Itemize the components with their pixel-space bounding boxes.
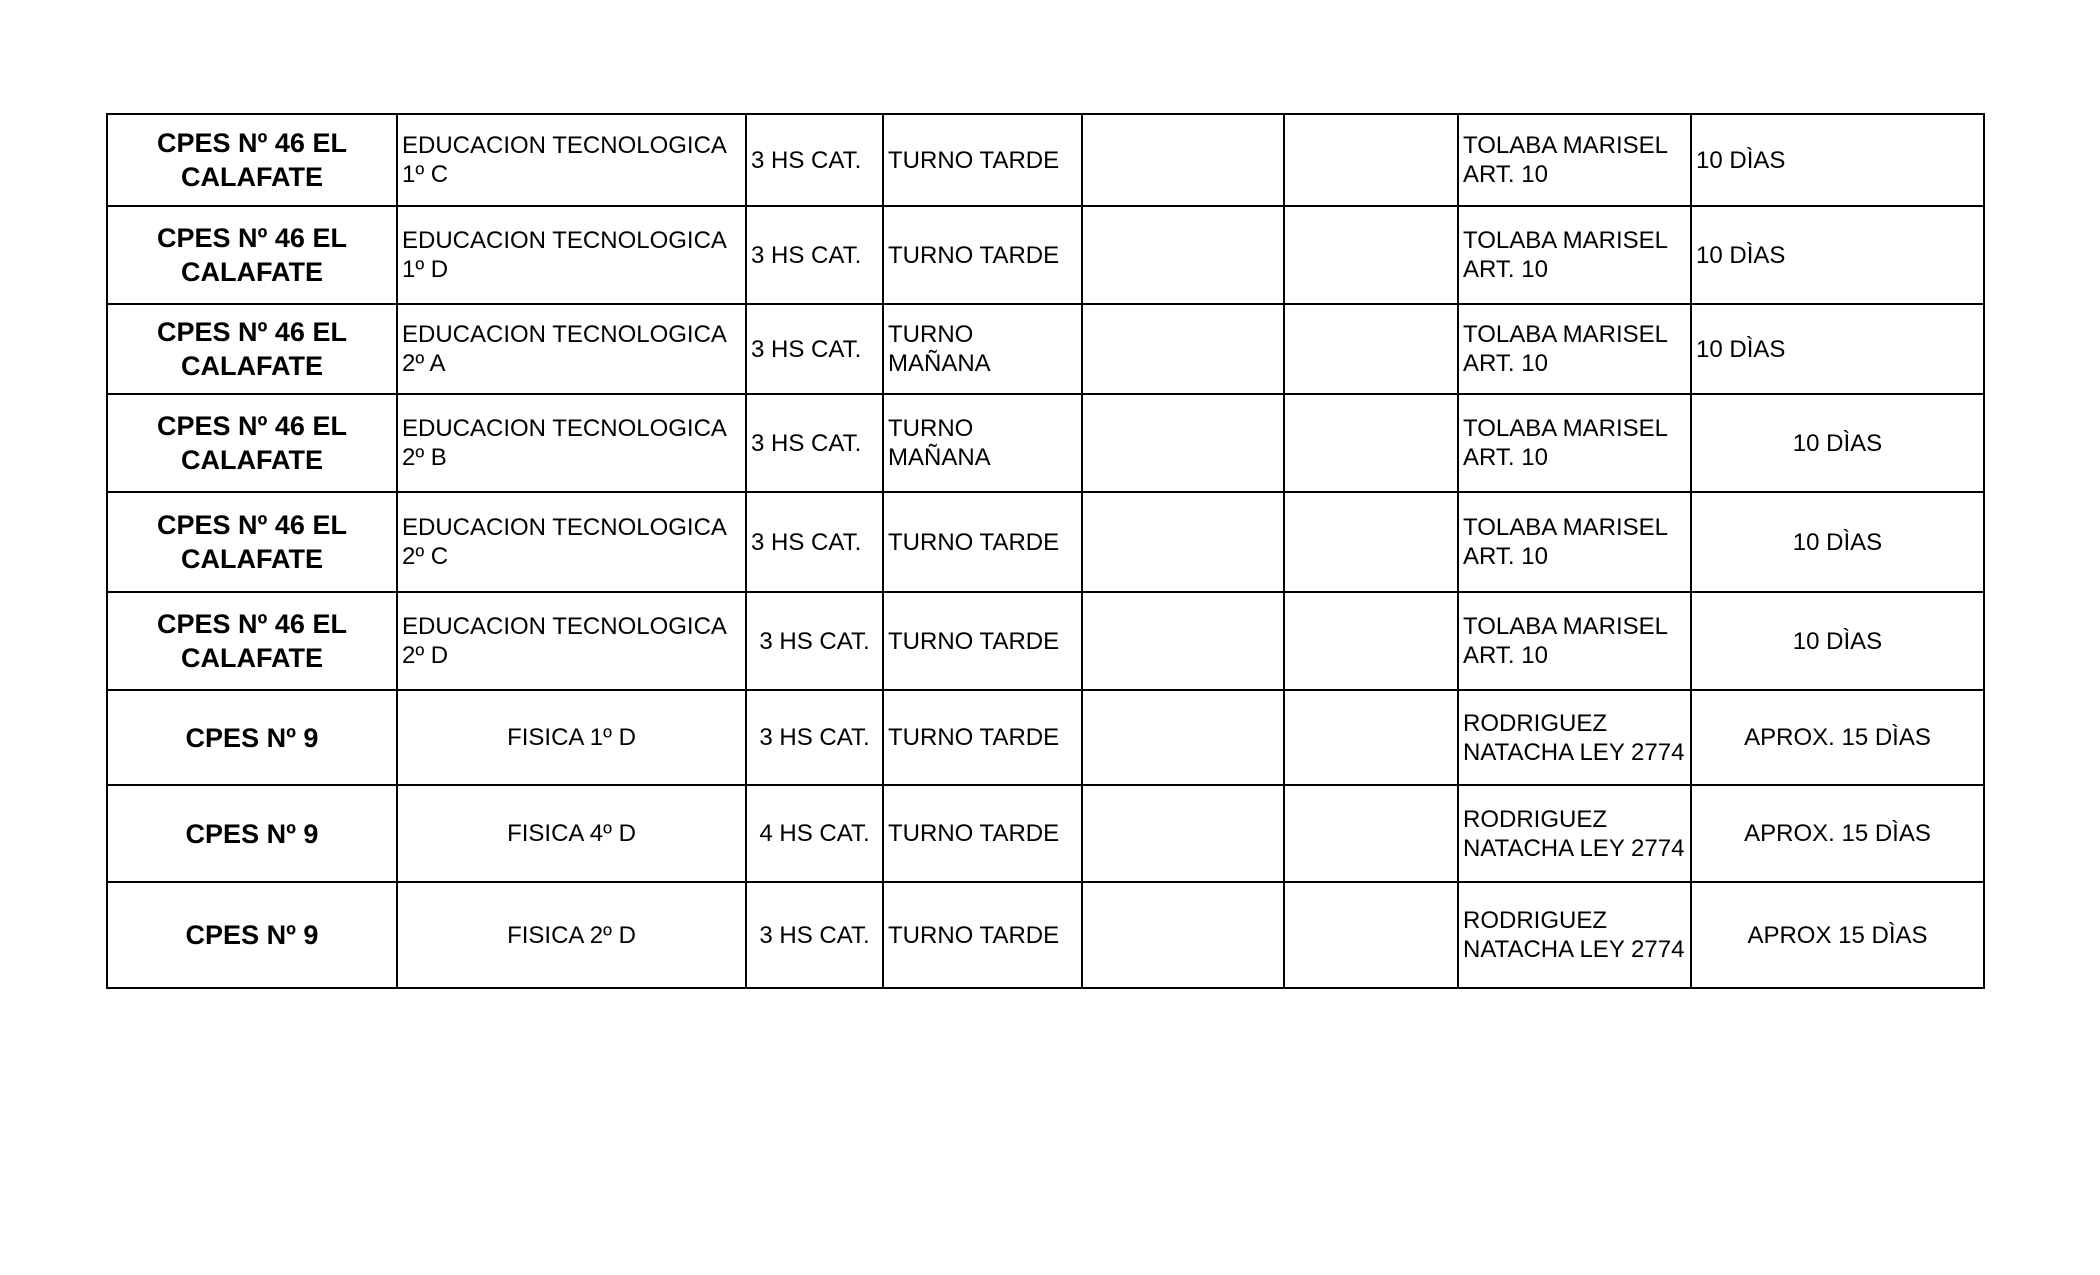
table-row [107, 492, 1984, 592]
duration-cell: APROX. 15 DÌAS [1691, 785, 1984, 882]
empty-cell [1284, 492, 1458, 592]
duration-cell: 10 DÌAS [1691, 304, 1984, 394]
school-cell-line: CALAFATE [181, 257, 323, 287]
empty-cell [1082, 785, 1284, 882]
school-cell [107, 592, 397, 690]
assignments-table [106, 113, 1985, 989]
teacher-cell [1458, 304, 1691, 394]
school-cell [107, 690, 397, 785]
teacher-cell-line: ART. 10 [1463, 543, 1548, 570]
teacher-cell [1458, 114, 1691, 206]
empty-cell [1082, 394, 1284, 492]
hours-cell: 3 HS CAT. [746, 304, 883, 394]
teacher-cell-line: RODRIGUEZ [1463, 709, 1607, 737]
teacher-cell-line: ART. 10 [1463, 256, 1548, 283]
duration-cell: 10 DÌAS [1691, 394, 1984, 492]
shift-cell: TURNO TARDE [883, 882, 1082, 988]
shift-cell: TURNO TARDE [883, 114, 1082, 206]
table-row [107, 206, 1984, 304]
teacher-cell-line: RODRIGUEZ [1463, 907, 1607, 934]
empty-cell [1284, 304, 1458, 394]
teacher-cell-line: TOLABA MARISEL [1463, 227, 1668, 254]
subject-cell [397, 492, 746, 592]
subject-cell-line: 1º D [402, 256, 449, 283]
duration-cell: 10 DÌAS [1691, 492, 1984, 592]
school-cell-line: CPES Nº 46 EL [157, 609, 347, 639]
subject-cell [397, 882, 746, 988]
hours-cell: 3 HS CAT. [746, 206, 883, 304]
duration-cell: 10 DÌAS [1691, 206, 1984, 304]
teacher-cell-line: NATACHA LEY 2774 [1463, 936, 1685, 963]
subject-cell [397, 206, 746, 304]
table-row [107, 882, 1984, 988]
empty-cell [1284, 785, 1458, 882]
hours-cell: 3 HS CAT. [746, 492, 883, 592]
empty-cell [1082, 882, 1284, 988]
table-row [107, 304, 1984, 394]
duration-cell: 10 DÌAS [1691, 592, 1984, 690]
school-cell-line: CALAFATE [181, 445, 323, 475]
school-cell-line: CALAFATE [181, 643, 323, 673]
empty-cell [1082, 206, 1284, 304]
document-sheet [106, 113, 1983, 989]
school-cell-line: CPES Nº 9 [185, 818, 319, 849]
school-cell-line: CPES Nº 9 [185, 920, 319, 950]
duration-cell: 10 DÌAS [1691, 114, 1984, 206]
teacher-cell-line: ART. 10 [1463, 350, 1548, 377]
subject-cell-line: FISICA 4º D [507, 820, 636, 847]
school-cell-line: CALAFATE [181, 351, 323, 381]
hours-cell: 3 HS CAT. [746, 114, 883, 206]
duration-cell: APROX. 15 DÌAS [1691, 690, 1984, 785]
school-cell-line: CALAFATE [181, 162, 323, 192]
school-cell-line: CPES Nº 46 EL [157, 128, 347, 158]
table-row [107, 690, 1984, 785]
shift-cell: TURNO MAÑANA [883, 394, 1082, 492]
subject-cell-line: EDUCACION TECNOLOGICA [402, 321, 727, 348]
hours-cell: 3 HS CAT. [746, 690, 883, 785]
empty-cell [1082, 592, 1284, 690]
teacher-cell-line: TOLABA MARISEL [1463, 613, 1668, 640]
hours-cell: 4 HS CAT. [746, 785, 883, 882]
teacher-cell [1458, 394, 1691, 492]
table-row [107, 592, 1984, 690]
teacher-cell-line: NATACHA LEY 2774 [1463, 738, 1685, 766]
shift-cell: TURNO TARDE [883, 492, 1082, 592]
school-cell [107, 785, 397, 882]
subject-cell [397, 114, 746, 206]
school-cell-line: CALAFATE [181, 544, 323, 574]
school-cell [107, 882, 397, 988]
hours-cell: 3 HS CAT. [746, 394, 883, 492]
teacher-cell [1458, 690, 1691, 785]
empty-cell [1082, 304, 1284, 394]
teacher-cell [1458, 492, 1691, 592]
subject-cell-line: EDUCACION TECNOLOGICA [402, 613, 727, 640]
empty-cell [1284, 690, 1458, 785]
table-body [107, 114, 1984, 988]
school-cell-line: CPES Nº 46 EL [157, 510, 347, 540]
teacher-cell-line: ART. 10 [1463, 642, 1548, 669]
table-row [107, 785, 1984, 882]
subject-cell-line: EDUCACION TECNOLOGICA [402, 227, 727, 254]
subject-cell [397, 592, 746, 690]
subject-cell-line: 2º B [402, 444, 447, 471]
shift-cell: TURNO TARDE [883, 690, 1082, 785]
empty-cell [1284, 592, 1458, 690]
subject-cell [397, 394, 746, 492]
subject-cell-line: FISICA 2º D [507, 921, 636, 949]
teacher-cell [1458, 882, 1691, 988]
school-cell-line: CPES Nº 46 EL [157, 317, 347, 347]
teacher-cell-line: TOLABA MARISEL [1463, 321, 1668, 348]
empty-cell [1082, 690, 1284, 785]
subject-cell-line: EDUCACION TECNOLOGICA [402, 415, 727, 442]
empty-cell [1284, 206, 1458, 304]
empty-cell [1082, 492, 1284, 592]
subject-cell-line: 2º C [402, 543, 449, 570]
teacher-cell-line: ART. 10 [1463, 444, 1548, 471]
shift-cell: TURNO MAÑANA [883, 304, 1082, 394]
subject-cell [397, 690, 746, 785]
subject-cell [397, 304, 746, 394]
teacher-cell [1458, 785, 1691, 882]
teacher-cell-line: TOLABA MARISEL [1463, 514, 1668, 541]
hours-cell: 3 HS CAT. [746, 882, 883, 988]
school-cell-line: CPES Nº 46 EL [157, 223, 347, 253]
teacher-cell-line: TOLABA MARISEL [1463, 415, 1668, 442]
empty-cell [1284, 394, 1458, 492]
subject-cell-line: 2º A [402, 350, 446, 377]
subject-cell-line: 1º C [402, 161, 449, 188]
school-cell-line: CPES Nº 46 EL [157, 411, 347, 441]
empty-cell [1082, 114, 1284, 206]
table-row [107, 394, 1984, 492]
school-cell [107, 206, 397, 304]
teacher-cell-line: RODRIGUEZ [1463, 805, 1607, 833]
shift-cell: TURNO TARDE [883, 206, 1082, 304]
teacher-cell [1458, 592, 1691, 690]
subject-cell-line: EDUCACION TECNOLOGICA [402, 514, 727, 541]
empty-cell [1284, 114, 1458, 206]
school-cell [107, 304, 397, 394]
table-row [107, 114, 1984, 206]
teacher-cell-line: TOLABA MARISEL [1463, 132, 1668, 159]
hours-cell: 3 HS CAT. [746, 592, 883, 690]
teacher-cell-line: ART. 10 [1463, 161, 1548, 188]
school-cell [107, 394, 397, 492]
school-cell [107, 492, 397, 592]
subject-cell-line: EDUCACION TECNOLOGICA [402, 132, 727, 159]
subject-cell-line: 2º D [402, 642, 449, 669]
subject-cell [397, 785, 746, 882]
duration-cell: APROX 15 DÌAS [1691, 882, 1984, 988]
school-cell-line: CPES Nº 9 [185, 722, 319, 753]
subject-cell-line: FISICA 1º D [507, 724, 636, 751]
teacher-cell-line: NATACHA LEY 2774 [1463, 834, 1685, 862]
teacher-cell [1458, 206, 1691, 304]
shift-cell: TURNO TARDE [883, 592, 1082, 690]
shift-cell: TURNO TARDE [883, 785, 1082, 882]
school-cell [107, 114, 397, 206]
empty-cell [1284, 882, 1458, 988]
